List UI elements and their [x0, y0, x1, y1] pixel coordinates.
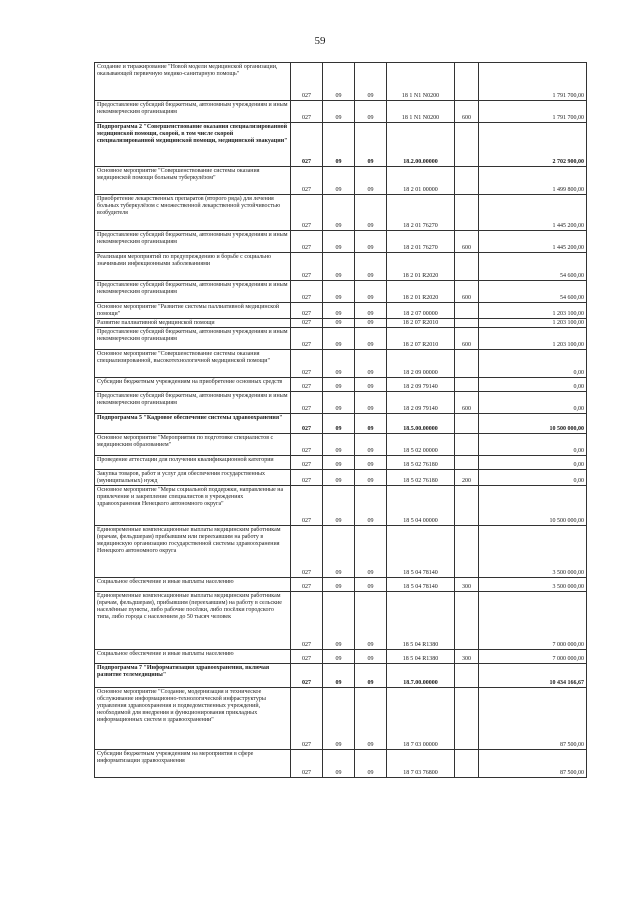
row-subsection-code: 09: [355, 526, 387, 578]
table-row: [95, 392, 587, 414]
row-name: Социальное обеспечение и иные выплаты населению: [95, 578, 291, 592]
row-name: Единовременные компенсационные выплаты медицинским работникам (врачам, фельдшерам) прибывшим или переехавшим на работу в медицинскую организацию государственной системы здравоохранения Ненецкого автономного округа: [95, 526, 291, 578]
row-amount: 7 000 000,00: [479, 592, 587, 650]
row-subsection-code: 09: [355, 253, 387, 281]
row-ministry-code: 027: [291, 456, 323, 470]
row-name: Предоставление субсидий бюджетным, автономным учреждениям и иным некоммерческим организациям: [95, 281, 291, 303]
row-subsection-code: 09: [355, 63, 387, 101]
row-section-code: 09: [323, 592, 355, 650]
row-name: Единовременные компенсационные выплаты медицинским работникам (врачам, фельдшерам), прибывшим (переехавшим) на работу в сельские населённые пункты, либо рабочие посёлки, либо посёлки городского типа, либо города с населением до 50 тысяч человек: [95, 592, 291, 650]
row-expense-type: 200: [455, 470, 479, 486]
row-target-article: 18 2 01 76270: [387, 195, 455, 231]
row-amount: 0,00: [479, 378, 587, 392]
row-subsection-code: 09: [355, 303, 387, 319]
row-section-code: 09: [323, 414, 355, 434]
table-row: [95, 231, 587, 253]
row-expense-type: [455, 750, 479, 778]
row-section-code: 09: [323, 63, 355, 101]
row-target-article: 18 2 09 79140: [387, 378, 455, 392]
row-target-article: 18 2 07 00000: [387, 303, 455, 319]
row-section-code: 09: [323, 664, 355, 688]
row-section-code: 09: [323, 578, 355, 592]
row-amount: 0,00: [479, 456, 587, 470]
row-amount: 7 000 000,00: [479, 650, 587, 664]
row-ministry-code: 027: [291, 592, 323, 650]
row-amount: 0,00: [479, 470, 587, 486]
row-name: Подпрограмма 2 "Совершенствование оказания специализированной медицинской помощи, скорой, в том числе скорой специализированной медицинской помощи, медицинской эвакуации": [95, 123, 291, 167]
row-section-code: 09: [323, 303, 355, 319]
budget-table: [94, 62, 587, 778]
row-expense-type: [455, 350, 479, 378]
row-section-code: 09: [323, 328, 355, 350]
row-name: Основное мероприятие "Развитие системы паллиативной медицинской помощи": [95, 303, 291, 319]
row-subsection-code: 09: [355, 167, 387, 195]
table-row: [95, 456, 587, 470]
row-target-article: 18.7.00.00000: [387, 664, 455, 688]
table-row: [95, 414, 587, 434]
row-amount: 10 500 000,00: [479, 414, 587, 434]
row-target-article: 18 5 04 R1380: [387, 592, 455, 650]
row-ministry-code: 027: [291, 392, 323, 414]
row-ministry-code: 027: [291, 303, 323, 319]
row-target-article: 18 2 01 00000: [387, 167, 455, 195]
row-ministry-code: 027: [291, 578, 323, 592]
row-target-article: 18 2 07 R2010: [387, 319, 455, 328]
row-section-code: 09: [323, 456, 355, 470]
row-target-article: 18 7 03 00000: [387, 688, 455, 750]
row-ministry-code: 027: [291, 378, 323, 392]
row-ministry-code: 027: [291, 350, 323, 378]
row-target-article: 18 2 01 R2020: [387, 281, 455, 303]
row-ministry-code: 027: [291, 414, 323, 434]
row-amount: 3 500 000,00: [479, 578, 587, 592]
row-subsection-code: 09: [355, 231, 387, 253]
row-ministry-code: 027: [291, 328, 323, 350]
row-section-code: 09: [323, 253, 355, 281]
row-subsection-code: 09: [355, 350, 387, 378]
row-subsection-code: 09: [355, 592, 387, 650]
row-expense-type: [455, 456, 479, 470]
row-subsection-code: 09: [355, 434, 387, 456]
row-section-code: 09: [323, 123, 355, 167]
row-expense-type: [455, 319, 479, 328]
row-expense-type: 300: [455, 650, 479, 664]
row-expense-type: [455, 688, 479, 750]
row-ministry-code: 027: [291, 486, 323, 526]
row-ministry-code: 027: [291, 253, 323, 281]
row-subsection-code: 09: [355, 281, 387, 303]
row-ministry-code: 027: [291, 319, 323, 328]
row-ministry-code: 027: [291, 688, 323, 750]
row-ministry-code: 027: [291, 650, 323, 664]
row-amount: 10 500 000,00: [479, 486, 587, 526]
row-target-article: 18 5 04 78140: [387, 526, 455, 578]
row-target-article: 18 5 02 76180: [387, 456, 455, 470]
row-name: Социальное обеспечение и иные выплаты населению: [95, 650, 291, 664]
row-subsection-code: 09: [355, 195, 387, 231]
row-subsection-code: 09: [355, 650, 387, 664]
row-target-article: 18.2.00.00000: [387, 123, 455, 167]
row-expense-type: [455, 526, 479, 578]
row-amount: 1 445 200,00: [479, 231, 587, 253]
row-amount: 0,00: [479, 392, 587, 414]
row-section-code: 09: [323, 750, 355, 778]
row-ministry-code: 027: [291, 281, 323, 303]
row-subsection-code: 09: [355, 470, 387, 486]
table-row: [95, 434, 587, 456]
row-subsection-code: 09: [355, 664, 387, 688]
row-expense-type: 600: [455, 281, 479, 303]
row-name: Подпрограмма 5 "Кадровое обеспечение системы здравоохранения": [95, 414, 291, 434]
row-target-article: 18 2 09 00000: [387, 350, 455, 378]
table-row: [95, 328, 587, 350]
row-expense-type: [455, 303, 479, 319]
row-section-code: 09: [323, 231, 355, 253]
table-row: [95, 526, 587, 578]
row-section-code: 09: [323, 392, 355, 414]
row-ministry-code: 027: [291, 167, 323, 195]
table-row: [95, 378, 587, 392]
row-section-code: 09: [323, 195, 355, 231]
row-target-article: 18 2 09 79140: [387, 392, 455, 414]
row-name: Развитие паллиативной медицинской помощи: [95, 319, 291, 328]
row-name: Проведение аттестации для получения квалификационной категории: [95, 456, 291, 470]
row-subsection-code: 09: [355, 414, 387, 434]
row-expense-type: 300: [455, 578, 479, 592]
page-number: 59: [314, 35, 326, 47]
row-section-code: 09: [323, 319, 355, 328]
row-section-code: 09: [323, 434, 355, 456]
row-target-article: 18 5 04 00000: [387, 486, 455, 526]
row-name: Основное мероприятие "Совершенствование системы оказания медицинской помощи больным туберкулёзом": [95, 167, 291, 195]
table-row: [95, 123, 587, 167]
row-section-code: 09: [323, 688, 355, 750]
row-amount: 3 500 000,00: [479, 526, 587, 578]
row-target-article: 18.5.00.00000: [387, 414, 455, 434]
row-name: Подпрограмма 7 "Информатизация здравоохранения, включая развитие телемедицины": [95, 664, 291, 688]
table-row: [95, 303, 587, 319]
row-target-article: 18 5 02 00000: [387, 434, 455, 456]
row-target-article: 18 1 N1 N0200: [387, 63, 455, 101]
row-amount: 1 499 800,00: [479, 167, 587, 195]
row-target-article: 18 7 03 76800: [387, 750, 455, 778]
row-expense-type: 600: [455, 101, 479, 123]
row-target-article: 18 2 01 76270: [387, 231, 455, 253]
table-row: [95, 253, 587, 281]
row-name: Субсидии бюджетным учреждениям на приобретение основных средств: [95, 378, 291, 392]
row-expense-type: [455, 592, 479, 650]
table-row: [95, 592, 587, 650]
row-amount: 87 500,00: [479, 688, 587, 750]
row-name: Предоставление субсидий бюджетным, автономным учреждениям и иным некоммерческим организациям: [95, 328, 291, 350]
row-section-code: 09: [323, 486, 355, 526]
row-name: Основное мероприятие "Мероприятия по подготовке специалистов с медицинским образованием": [95, 434, 291, 456]
row-ministry-code: 027: [291, 470, 323, 486]
row-section-code: 09: [323, 378, 355, 392]
row-name: Основное мероприятие "Совершенствование системы оказания специализированной, высокотехнологичной медицинской помощи": [95, 350, 291, 378]
row-expense-type: [455, 123, 479, 167]
row-subsection-code: 09: [355, 101, 387, 123]
table-row: [95, 470, 587, 486]
row-ministry-code: 027: [291, 750, 323, 778]
row-ministry-code: 027: [291, 434, 323, 456]
row-name: Приобретение лекарственных препаратов (второго ряда) для лечения больных туберкулёзом с множественной лекарственной устойчивостью возбудителя: [95, 195, 291, 231]
row-expense-type: [455, 378, 479, 392]
row-amount: 10 434 166,67: [479, 664, 587, 688]
row-subsection-code: 09: [355, 486, 387, 526]
row-section-code: 09: [323, 526, 355, 578]
row-amount: 0,00: [479, 434, 587, 456]
row-amount: 87 500,00: [479, 750, 587, 778]
row-target-article: 18 1 N1 N0200: [387, 101, 455, 123]
row-name: Предоставление субсидий бюджетным, автономным учреждениям и иным некоммерческим организациям: [95, 392, 291, 414]
row-amount: 1 791 700,00: [479, 101, 587, 123]
row-subsection-code: 09: [355, 392, 387, 414]
row-target-article: 18 5 02 76180: [387, 470, 455, 486]
row-expense-type: [455, 167, 479, 195]
row-name: Предоставление субсидий бюджетным, автономным учреждениям и иным некоммерческим организациям: [95, 231, 291, 253]
row-section-code: 09: [323, 167, 355, 195]
row-subsection-code: 09: [355, 688, 387, 750]
row-section-code: 09: [323, 650, 355, 664]
row-target-article: 18 5 04 R1380: [387, 650, 455, 664]
table-row: [95, 63, 587, 101]
row-subsection-code: 09: [355, 328, 387, 350]
table-row: [95, 750, 587, 778]
table-row: [95, 195, 587, 231]
row-subsection-code: 09: [355, 378, 387, 392]
row-ministry-code: 027: [291, 195, 323, 231]
table-row: [95, 688, 587, 750]
row-expense-type: [455, 414, 479, 434]
row-amount: 0,00: [479, 350, 587, 378]
row-subsection-code: 09: [355, 319, 387, 328]
row-name: Создание и тиражирование "Новой модели медицинской организации, оказывающей первичную медико-санитарную помощь": [95, 63, 291, 101]
row-name: Основное мероприятие "Меры социальной поддержки, направленные на привлечение и закрепление специалистов в учреждениях здравоохранения Ненецкого автономного округа": [95, 486, 291, 526]
row-section-code: 09: [323, 101, 355, 123]
row-amount: 1 445 200,00: [479, 195, 587, 231]
row-ministry-code: 027: [291, 63, 323, 101]
row-amount: 1 203 100,00: [479, 303, 587, 319]
row-ministry-code: 027: [291, 526, 323, 578]
row-expense-type: [455, 486, 479, 526]
row-section-code: 09: [323, 350, 355, 378]
table-row: [95, 281, 587, 303]
row-ministry-code: 027: [291, 231, 323, 253]
row-amount: 54 600,00: [479, 281, 587, 303]
row-expense-type: [455, 253, 479, 281]
row-amount: 1 791 700,00: [479, 63, 587, 101]
table-row: [95, 578, 587, 592]
row-target-article: 18 2 07 R2010: [387, 328, 455, 350]
table-row: [95, 650, 587, 664]
table-row: [95, 101, 587, 123]
row-amount: 2 702 900,00: [479, 123, 587, 167]
table-row: [95, 167, 587, 195]
row-amount: 1 203 100,00: [479, 328, 587, 350]
row-target-article: 18 5 04 78140: [387, 578, 455, 592]
row-expense-type: [455, 434, 479, 456]
row-subsection-code: 09: [355, 456, 387, 470]
row-subsection-code: 09: [355, 123, 387, 167]
row-name: Основное мероприятие "Создание, модернизация и техническое обслуживание информационно-технологической инфраструктуры управления здравоохранения и подведомственных учреждений, необходимой для внедрения и функционирования прикладных информационных систем в здравоохранении": [95, 688, 291, 750]
row-name: Предоставление субсидий бюджетным, автономным учреждениям и иным некоммерческим организациям: [95, 101, 291, 123]
table-row: [95, 486, 587, 526]
table-row: [95, 664, 587, 688]
table-row: [95, 350, 587, 378]
row-section-code: 09: [323, 281, 355, 303]
row-target-article: 18 2 01 R2020: [387, 253, 455, 281]
row-expense-type: 600: [455, 231, 479, 253]
row-name: Субсидии бюджетным учреждениям на мероприятия в сфере информатизации здравоохранения: [95, 750, 291, 778]
row-ministry-code: 027: [291, 664, 323, 688]
row-name: Реализация мероприятий по предупреждению и борьбе с социально значимыми инфекционными заболеваниями: [95, 253, 291, 281]
row-ministry-code: 027: [291, 123, 323, 167]
row-amount: 54 600,00: [479, 253, 587, 281]
row-ministry-code: 027: [291, 101, 323, 123]
table-row: [95, 319, 587, 328]
row-expense-type: [455, 664, 479, 688]
row-subsection-code: 09: [355, 750, 387, 778]
row-section-code: 09: [323, 470, 355, 486]
row-expense-type: [455, 195, 479, 231]
row-expense-type: 600: [455, 392, 479, 414]
row-subsection-code: 09: [355, 578, 387, 592]
row-name: Закупка товаров, работ и услуг для обеспечения государственных (муниципальных) нужд: [95, 470, 291, 486]
row-amount: 1 203 100,00: [479, 319, 587, 328]
row-expense-type: [455, 63, 479, 101]
row-expense-type: 600: [455, 328, 479, 350]
